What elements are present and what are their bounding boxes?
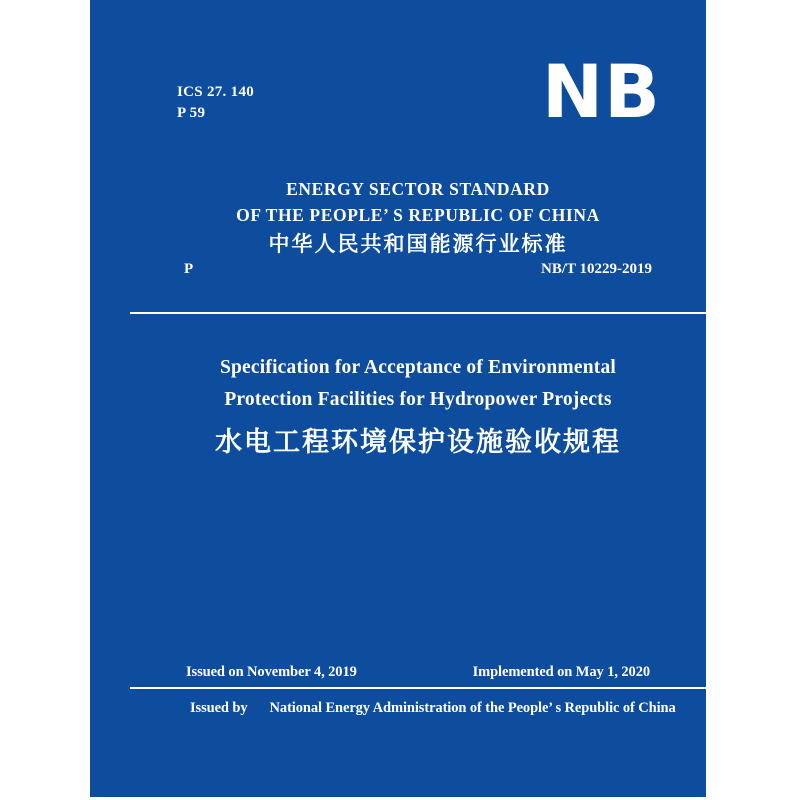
issuer-name: National Energy Administration of the People’ s Republic of China xyxy=(269,700,676,716)
issuer-row xyxy=(130,700,706,717)
dates-row xyxy=(130,664,706,681)
class-prefix: P xyxy=(184,261,194,277)
title-cn: 水电工程环境保护设施验收规程 xyxy=(215,427,621,458)
title-en-line1: Specification for Acceptance of Environmental xyxy=(219,357,617,378)
nb-logo: NB xyxy=(542,50,661,135)
standard-heading-en-line2: OF THE PEOPLE’ S REPUBLIC OF CHINA xyxy=(236,205,600,225)
issued-date: Issued on November 4, 2019 xyxy=(186,664,357,680)
top-divider-line xyxy=(130,312,706,314)
issued-by-label: Issued by xyxy=(190,700,248,716)
bottom-divider-line xyxy=(130,687,706,689)
implemented-date: Implemented on May 1, 2020 xyxy=(472,664,650,680)
p-code: P 59 xyxy=(177,105,206,121)
standard-number-row xyxy=(130,261,706,278)
standard-cover-page xyxy=(90,0,706,797)
title-en-line2: Protection Facilities for Hydropower Projects xyxy=(224,389,612,410)
classification-codes xyxy=(177,82,254,124)
standard-heading-cn: 中华人民共和国能源行业标准 xyxy=(268,232,568,256)
ics-code: ICS 27. 140 xyxy=(177,84,255,100)
standard-heading-en-line1: ENERGY SECTOR STANDARD xyxy=(286,179,550,199)
standard-number: NB/T 10229-2019 xyxy=(541,261,652,277)
